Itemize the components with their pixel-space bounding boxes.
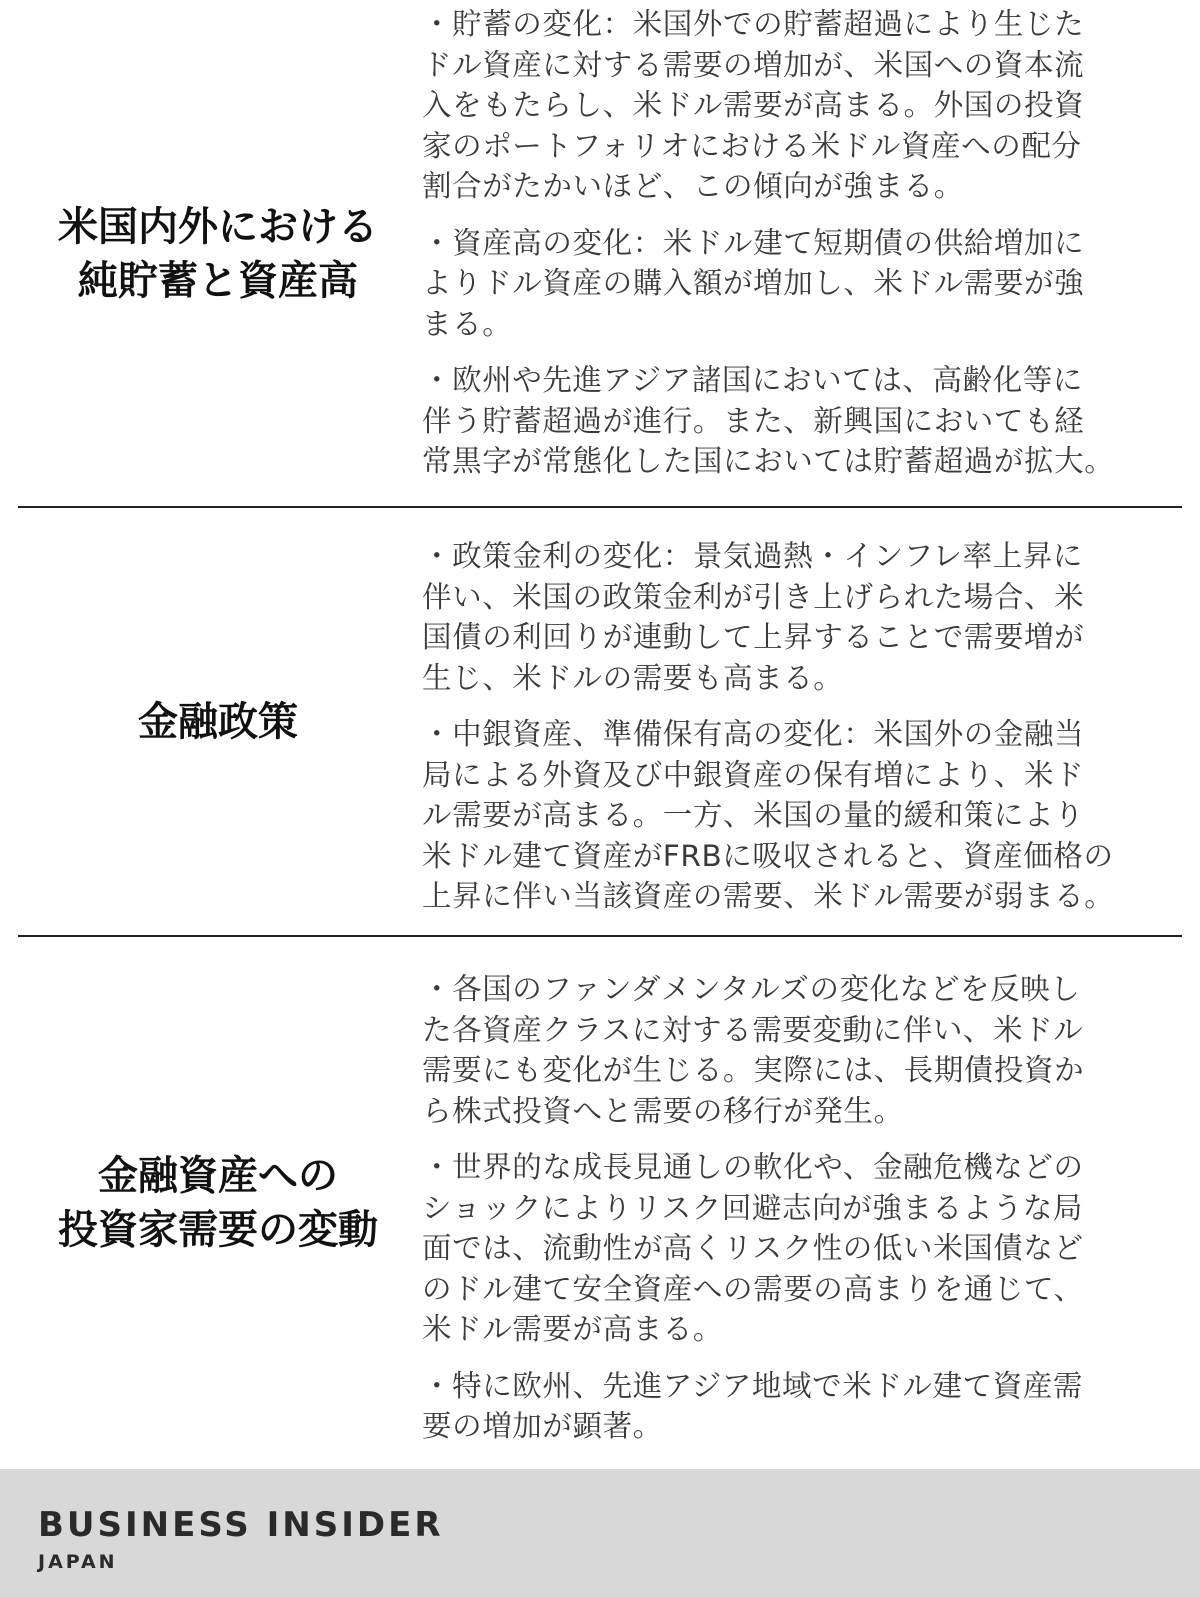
bullet-point: ・各国のファンダメンタルズの変化などを反映し た各資産クラスに対する需要変動に伴い、米ドル 需要にも変化が生じる。実際には、長期債投資か ら株式投資へと需要の移行が発生。 [422, 972, 1085, 1128]
footer-bar [0, 1469, 1200, 1597]
row-points [422, 969, 1182, 1463]
row-category [18, 507, 418, 936]
category-label: 米国内外における 純貯蓄と資産高 [58, 203, 378, 304]
bullet-point: ・欧州や先進アジア諸国においては、高齢化等に 伴う貯蓄超過が進行。また、新興国においても経 常黒字が常態化した国においては貯蓄超過が拡大。 [422, 363, 1115, 478]
bullet-point: ・資産高の変化：米ドル建て短期債の供給増加に よりドル資産の購入額が増加し、米ドル需要が強 まる。 [422, 225, 1085, 341]
row-points [422, 536, 1182, 933]
table-row [0, 936, 1200, 1469]
bullet-point: ・貯蓄の変化：米国外での貯蓄超過により生じた ドル資産に対する需要の増加が、米国への資本流 入をもたらし、米ドル需要が高まる。外国の投資 家のポートフォリオにおける米ドル資産への配分 割合がたかいほど、この傾向が強まる。 [422, 7, 1085, 203]
bullet-point: ・世界的な成長見通しの軟化や、金融危機などの ショックによりリスク回避志向が強まるような局 面では、流動性が高くリスク性の低い米国債など のドル建て安全資産への需要の高まりを通じて、 米ドル需要が高まる。 [422, 1150, 1084, 1346]
category-label: 金融政策 [138, 698, 298, 745]
brand-logo: BUSINESS INSIDER [38, 1505, 444, 1545]
row-category [18, 0, 418, 507]
bullet-point: ・特に欧州、先進アジア地域で米ドル建て資産需 要の増加が顕著。 [422, 1368, 1084, 1443]
table-row [0, 507, 1200, 936]
brand-sub-logo: JAPAN [38, 1551, 118, 1573]
bullet-point: ・中銀資産、準備保有高の変化：米国外の金融当 局による外資及び中銀資産の保有増により、米ド ル需要が高まる。一方、米国の量的緩和策により 米ドル建て資産がFRBに吸収されると、資産価格の 上昇に伴い当該資産の需要、米ドル需要が弱まる。 [422, 717, 1115, 913]
row-points [422, 4, 1182, 498]
category-label: 金融資産への 投資家需要の変動 [58, 1152, 378, 1253]
bullet-point: ・政策金利の変化：景気過熱・インフレ率上昇に 伴い、米国の政策金利が引き上げられた場合、米 国債の利回りが連動して上昇することで需要増が 生じ、米ドルの需要も高まる。 [422, 539, 1085, 695]
table-row [0, 0, 1200, 507]
row-category [18, 936, 418, 1469]
